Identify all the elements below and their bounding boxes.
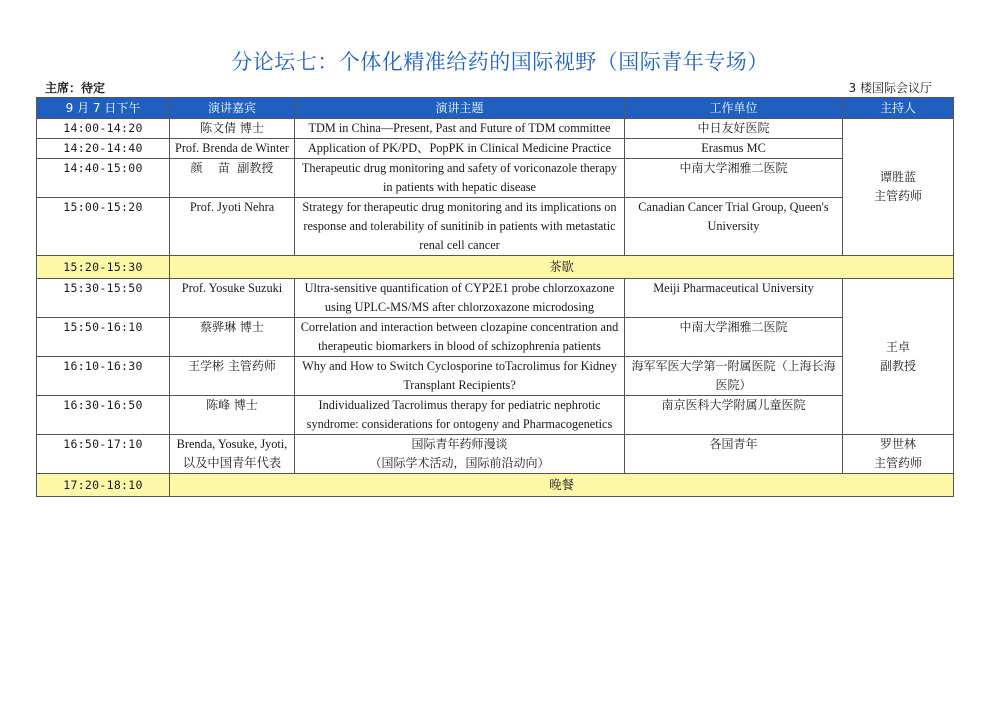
break-row [37,256,954,279]
session-affiliation: Meiji Pharmaceutical University [625,279,843,318]
session-speaker: 蔡骅琳 博士 [170,318,295,357]
session-topic: Individualized Tacrolimus therapy for pediatric nephrotic syndrome: considerations for ontogeny and Pharmacogenetics [295,396,625,435]
break-time: 17:20-18:10 [37,474,170,497]
session-speaker: Prof. Yosuke Suzuki [170,279,295,318]
chair-label: 主席：待定 [45,81,106,95]
table-row [37,435,954,474]
session-time: 14:20-14:40 [37,139,170,159]
session-topic: Therapeutic drug monitoring and safety of voriconazole therapy in patients with hepatic disease [295,159,625,198]
host-title: 主管药师 [873,456,922,470]
host-name: 罗世林 [879,437,916,451]
session-topic: Application of PK/PD、PopPK in Clinical Medicine Practice [295,139,625,159]
session-speaker: Prof. Brenda de Winter [170,139,295,159]
session-topic: Why and How to Switch Cyclosporine toTacrolimus for Kidney Transplant Recipients? [295,357,625,396]
schedule-table [36,97,954,497]
table-header-row [37,98,954,119]
topic-line: 国际青年药师漫谈 [411,437,508,451]
page-title: 分论坛七：个体化精准给药的国际视野（国际青年专场） [231,50,769,74]
header-host: 主持人 [843,98,954,119]
session-time: 15:00-15:20 [37,198,170,256]
session-affiliation: Canadian Cancer Trial Group, Queen's University [625,198,843,256]
host-cell-2 [843,279,954,435]
session-topic: Strategy for therapeutic drug monitoring and its implications on response and tolerability of sunitinib in patients with metastatic renal cell cancer [295,198,625,256]
session-time: 16:30-16:50 [37,396,170,435]
host-name: 王卓 [885,339,910,354]
session-affiliation: 各国青年 [625,435,843,474]
host-title: 主管药师 [873,189,922,203]
session-time: 14:40-15:00 [37,159,170,198]
table-row [37,396,954,435]
host-title: 副教授 [879,358,916,373]
host-cell-1 [843,119,954,256]
session-speaker: Prof. Jyoti Nehra [170,198,295,256]
session-affiliation: Erasmus MC [625,139,843,159]
header-speaker: 演讲嘉宾 [170,98,295,119]
session-time: 14:00-14:20 [37,119,170,139]
break-label: 晚餐 [170,474,954,497]
session-time: 15:30-15:50 [37,279,170,318]
session-speaker: Brenda, Yosuke, Jyoti, 以及中国青年代表 [170,435,295,474]
topic-line: （国际学术活动，国际前沿动向） [369,456,550,470]
session-time: 15:50-16:10 [37,318,170,357]
session-topic: Ultra-sensitive quantification of CYP2E1 probe chlorzoxazone using UPLC-MS/MS after chlorzoxazone microdosing [295,279,625,318]
session-topic [295,435,625,474]
session-topic: Correlation and interaction between clozapine concentration and therapeutic biomarkers in blood of schizophrenia patients [295,318,625,357]
session-time: 16:50-17:10 [37,435,170,474]
break-label: 茶歇 [170,256,954,279]
session-affiliation: 中南大学湘雅二医院 [625,318,843,357]
session-speaker: 陈峰 博士 [170,396,295,435]
header-topic: 演讲主题 [295,98,625,119]
break-row [37,474,954,497]
session-speaker: 陈文倩 博士 [170,119,295,139]
session-speaker: 王学彬 主管药师 [170,357,295,396]
header-date: 9 月 7 日下午 [37,98,170,119]
session-affiliation: 中日友好医院 [625,119,843,139]
session-affiliation: 中南大学湘雅二医院 [625,159,843,198]
session-affiliation: 海军军医大学第一附属医院（上海长海医院） [625,357,843,396]
host-name: 谭胜蓝 [879,170,916,184]
header-affiliation: 工作单位 [625,98,843,119]
table-row [37,357,954,396]
session-time: 16:10-16:30 [37,357,170,396]
table-row [37,318,954,357]
table-row [37,159,954,198]
venue-label: 3 楼国际会议厅 [848,81,932,95]
session-topic: TDM in China—Present, Past and Future of TDM committee [295,119,625,139]
table-row [37,279,954,318]
table-row [37,139,954,159]
host-cell-3 [843,435,954,474]
break-time: 15:20-15:30 [37,256,170,279]
session-affiliation: 南京医科大学附属儿童医院 [625,396,843,435]
session-speaker: 颜 苗 副教授 [170,159,295,198]
table-row [37,198,954,256]
table-row [37,119,954,139]
